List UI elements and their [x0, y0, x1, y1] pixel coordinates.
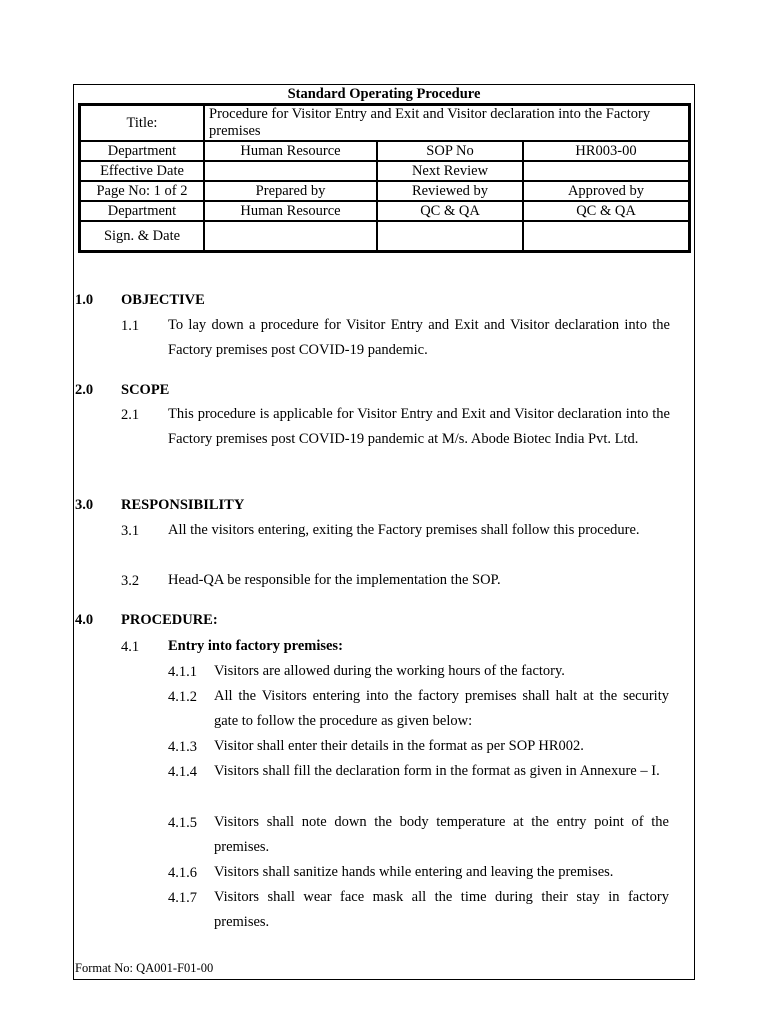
item-number: 4.1: [121, 639, 140, 655]
subitem-number: 4.1.2: [168, 689, 197, 705]
sop-header-table: [78, 103, 691, 253]
item-number: 1.1: [121, 318, 140, 334]
header-row-dates: [80, 161, 689, 181]
section-number: 1.0: [75, 292, 94, 308]
section-number: 2.0: [75, 382, 94, 398]
subitem-text: Visitors shall note down the body temperature at the entry point of the premises.: [214, 814, 669, 855]
subsection-heading-entry: Entry into factory premises:: [168, 638, 343, 654]
subitem-number: 4.1.4: [168, 764, 197, 780]
cell: Sign. & Date: [80, 221, 204, 251]
cell: Prepared by: [204, 181, 377, 201]
item-text: Head-QA be responsible for the implementation the SOP.: [168, 572, 501, 588]
signature-cell: [204, 221, 377, 251]
section-number: 3.0: [75, 497, 94, 513]
item-text: To lay down a procedure for Visitor Entry and Exit and Visitor declaration into the Factory premises post COVID-19 pandemic.: [168, 317, 670, 358]
cell: Human Resource: [204, 141, 377, 161]
header-row-roles: [80, 181, 689, 201]
cell: QC & QA: [523, 201, 689, 221]
cell: SOP No: [377, 141, 523, 161]
cell: QC & QA: [377, 201, 523, 221]
subitem-text: Visitor shall enter their details in the format as per SOP HR002.: [214, 738, 584, 754]
subitem-number: 4.1.3: [168, 739, 197, 755]
cell: Reviewed by: [377, 181, 523, 201]
cell: HR003-00: [523, 141, 689, 161]
cell: Page No: 1 of 2: [80, 181, 204, 201]
cell: [204, 161, 377, 181]
format-number-footer: Format No: QA001-F01-00: [75, 961, 214, 975]
section-heading-objective: OBJECTIVE: [121, 292, 205, 308]
subitem-number: 4.1.6: [168, 865, 197, 881]
item-text: This procedure is applicable for Visitor Entry and Exit and Visitor declaration into the Factory premises post COVID-19 pandemic at M/s. Abode Biotec India Pvt. Ltd.: [168, 406, 670, 447]
subitem-number: 4.1.7: [168, 890, 197, 906]
cell: Effective Date: [80, 161, 204, 181]
item-number: 2.1: [121, 407, 140, 423]
cell: [523, 161, 689, 181]
subitem-number: 4.1.1: [168, 664, 197, 680]
header-row-department: [80, 141, 689, 161]
cell: Approved by: [523, 181, 689, 201]
subitem-text: Visitors shall wear face mask all the time during their stay in factory premises.: [214, 889, 669, 930]
item-text: All the visitors entering, exiting the Factory premises shall follow this procedure.: [168, 522, 640, 538]
subitem-text: All the Visitors entering into the factory premises shall halt at the security gate to follow the procedure as given below:: [214, 688, 669, 729]
signature-cell: [523, 221, 689, 251]
header-row-title: [80, 105, 689, 141]
subitem-text: Visitors are allowed during the working hours of the factory.: [214, 663, 565, 679]
subitem-text: Visitors shall fill the declaration form in the format as given in Annexure – I.: [214, 763, 660, 779]
section-heading-procedure: PROCEDURE:: [121, 612, 218, 628]
item-number: 3.1: [121, 523, 140, 539]
header-row-signatures: [80, 221, 689, 251]
cell: Human Resource: [204, 201, 377, 221]
subitem-number: 4.1.5: [168, 815, 197, 831]
section-number: 4.0: [75, 612, 94, 628]
item-number: 3.2: [121, 573, 140, 589]
cell: Department: [80, 141, 204, 161]
cell: Next Review: [377, 161, 523, 181]
header-row-role-departments: [80, 201, 689, 221]
title-label: Title:: [80, 105, 204, 141]
signature-cell: [377, 221, 523, 251]
document-heading: Standard Operating Procedure: [287, 86, 481, 102]
title-value: Procedure for Visitor Entry and Exit and Visitor declaration into the Factory premises: [204, 105, 689, 141]
cell: Department: [80, 201, 204, 221]
subitem-text: Visitors shall sanitize hands while entering and leaving the premises.: [214, 864, 614, 880]
section-heading-responsibility: RESPONSIBILITY: [121, 497, 245, 513]
section-heading-scope: SCOPE: [121, 382, 170, 398]
